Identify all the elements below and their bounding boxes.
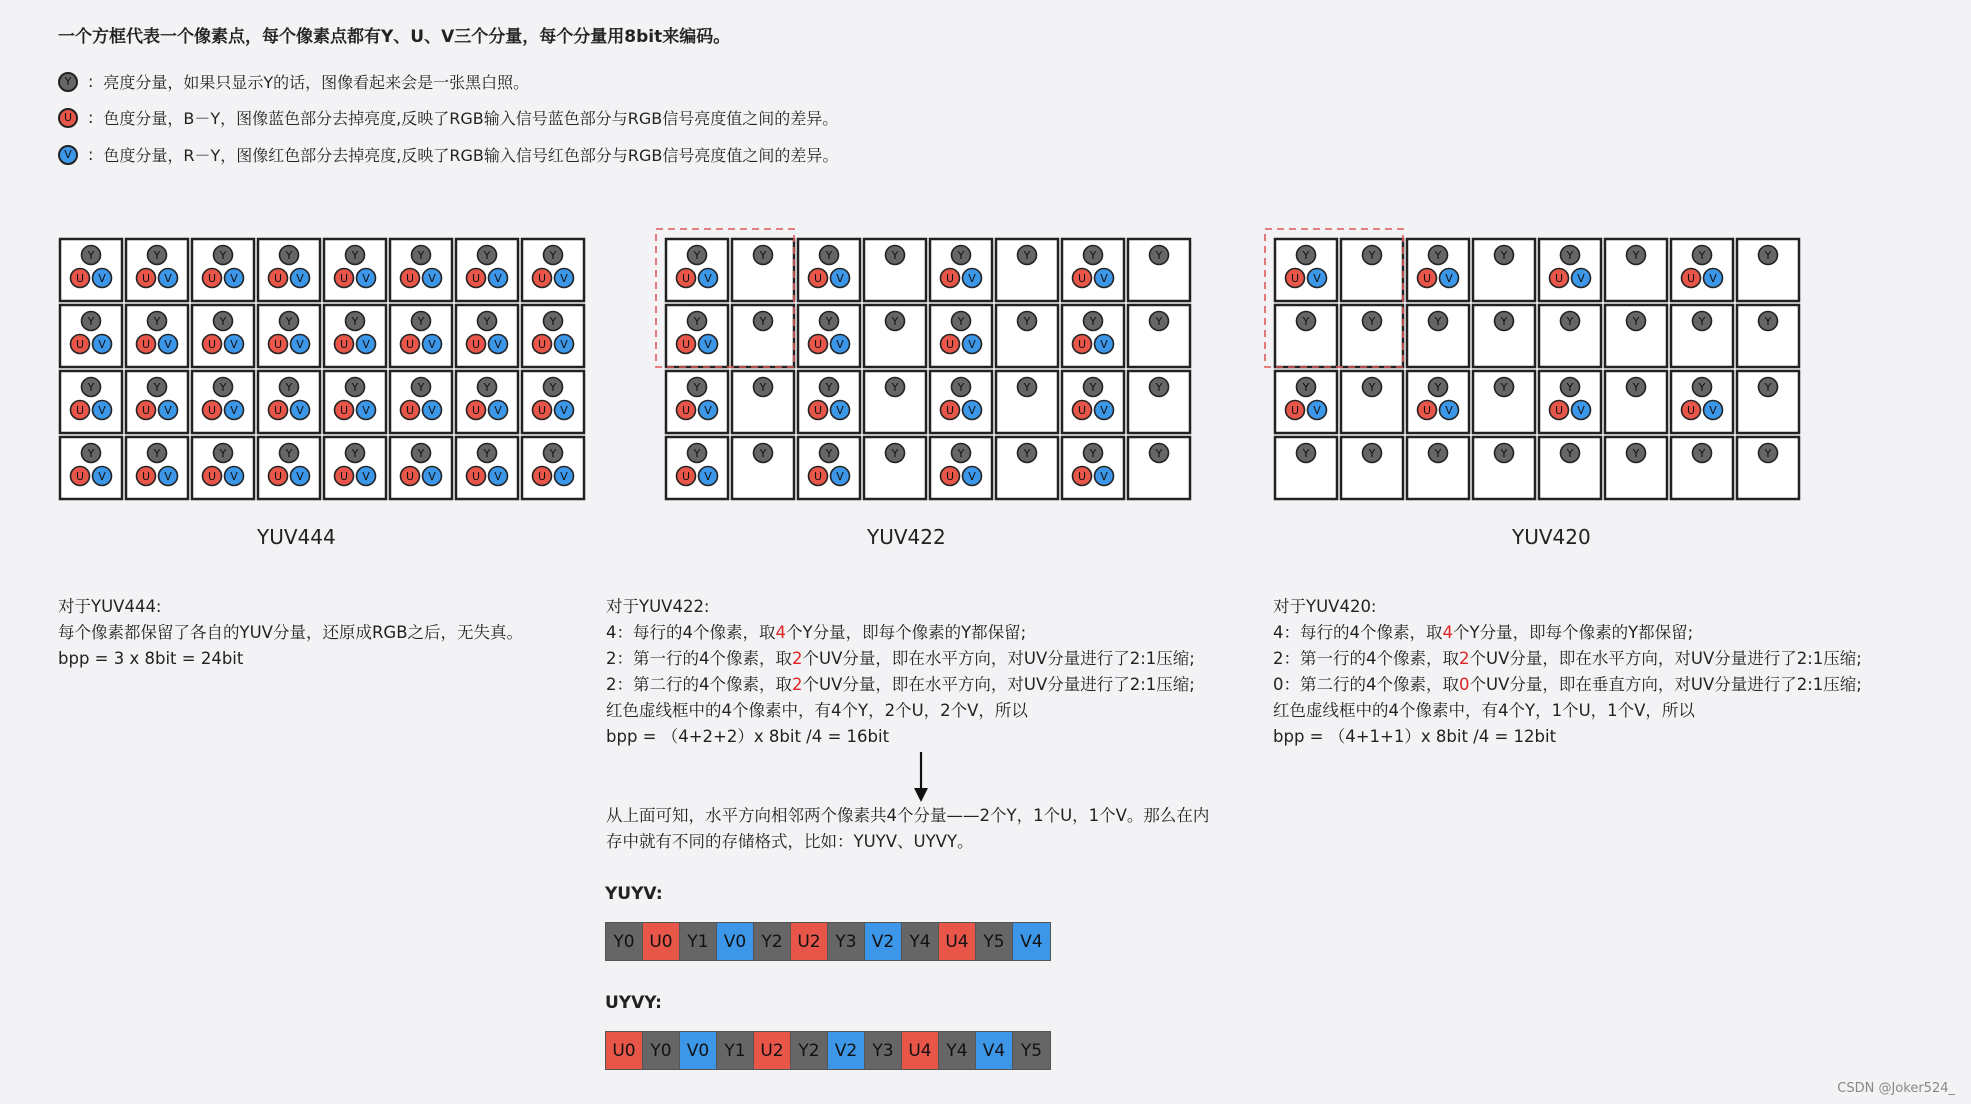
y-component-icon-label: Y bbox=[693, 381, 701, 394]
y-component-icon-label: Y bbox=[1089, 447, 1097, 460]
v-component-icon-label: V bbox=[560, 404, 568, 417]
v-component-icon-label: V bbox=[296, 404, 304, 417]
legend-u: U : 色度分量，B－Y，图像蓝色部分去掉亮度,反映了RGB输入信号蓝色部分与RGB信号亮度值之间的差异。 bbox=[58, 106, 838, 129]
y-component-icon-label: Y bbox=[693, 315, 701, 328]
v-component-icon-label: V bbox=[1445, 272, 1453, 285]
y-component-icon-label: Y bbox=[1698, 315, 1706, 328]
uyvy-label: UYVY: bbox=[605, 993, 662, 1013]
u-component-icon-label: U bbox=[471, 404, 481, 417]
v-component-icon-label: V bbox=[1100, 404, 1108, 417]
v-component-icon-label: V bbox=[1313, 404, 1321, 417]
y-component-icon-label: Y bbox=[1500, 315, 1508, 328]
y-component-icon-label: Y bbox=[1764, 447, 1772, 460]
v-component-icon-label: V bbox=[494, 272, 502, 285]
y-component-icon-label: Y bbox=[891, 447, 899, 460]
v-component-icon-label: V bbox=[704, 272, 712, 285]
y-component-icon-label: Y bbox=[1500, 381, 1508, 394]
v-component-icon-label: V bbox=[836, 338, 844, 351]
u-component-icon-label: U bbox=[405, 272, 415, 285]
memory-cell-v4: V4 bbox=[976, 1032, 1013, 1069]
v-component-icon-label: V bbox=[968, 404, 976, 417]
memory-cell-y2: Y2 bbox=[754, 923, 791, 960]
page-title: 一个方框代表一个像素点，每个像素点都有Y、U、V三个分量，每个分量用8bit来编码。 bbox=[58, 27, 731, 47]
y-component-icon-label: Y bbox=[1023, 315, 1031, 328]
y-component-icon-label: Y bbox=[1089, 249, 1097, 262]
y-component-icon-label: Y bbox=[153, 315, 161, 328]
desc-yuv422: 对于YUV422: 4：每行的4个像素，取4个Y分量，即每个像素的Y都保留; 2：第一行的4个像素，取2个UV分量，即在水平方向，对UV分量进行了2:1压缩; 2：第二行的4个像素，取2个UV分量，即在水平方向，对UV分量进行了2:1压缩; 红色虚线框中的4个像素中，有4个Y，2个U，2个V，所以 bpp = （4+2+2）x 8bit /4 = 16bit bbox=[606, 597, 1195, 746]
u-component-icon-label: U bbox=[141, 470, 151, 483]
v-component-icon-label: V bbox=[230, 404, 238, 417]
u-component-icon-label: U bbox=[537, 404, 547, 417]
y-component-icon-label: Y bbox=[891, 381, 899, 394]
y-component-icon-label: Y bbox=[351, 381, 359, 394]
y-component-icon-label: Y bbox=[759, 447, 767, 460]
memory-cell-u4: U4 bbox=[939, 923, 976, 960]
legend-y-text: 亮度分量，如果只显示Y的话，图像看起来会是一张黑白照。 bbox=[103, 73, 530, 92]
v-component-icon-label: V bbox=[164, 272, 172, 285]
u-component-icon-label: U bbox=[813, 404, 823, 417]
y-component-icon-label: Y bbox=[1698, 249, 1706, 262]
v-component-icon-label: V bbox=[968, 338, 976, 351]
v-component-icon-label: V bbox=[230, 272, 238, 285]
y-component-icon-label: Y bbox=[1632, 447, 1640, 460]
y-component-icon-label: Y bbox=[1155, 249, 1163, 262]
y-component-icon-label: Y bbox=[1434, 315, 1442, 328]
y-component-icon-label: Y bbox=[549, 381, 557, 394]
y-component-icon-label: Y bbox=[351, 249, 359, 262]
y-component-icon-label: Y bbox=[1698, 447, 1706, 460]
memory-cell-y3: Y3 bbox=[865, 1032, 902, 1069]
legend-u-text: 色度分量，B－Y，图像蓝色部分去掉亮度,反映了RGB输入信号蓝色部分与RGB信号亮度值之间的差异。 bbox=[103, 109, 839, 128]
v-component-icon-label: V bbox=[494, 338, 502, 351]
memory-cell-y5: Y5 bbox=[1013, 1032, 1050, 1069]
u-component-icon-label: U bbox=[339, 470, 349, 483]
legend-y: Y : 亮度分量，如果只显示Y的话，图像看起来会是一张黑白照。 bbox=[58, 70, 529, 93]
u-component-icon-label: U bbox=[1077, 272, 1087, 285]
y-component-icon-label: Y bbox=[1764, 381, 1772, 394]
memory-cell-v0: V0 bbox=[717, 923, 754, 960]
y-component-icon-label: Y bbox=[285, 381, 293, 394]
v-component-icon-label: V bbox=[428, 404, 436, 417]
u-component-icon-label: U bbox=[945, 404, 955, 417]
conclusion-text: 从上面可知，水平方向相邻两个像素共4个分量——2个Y，1个U，1个V。那么在内 存中就有不同的存储格式，比如：YUYV、UYVY。 bbox=[606, 806, 1210, 851]
u-component-icon-label: U bbox=[207, 338, 217, 351]
y-component-icon-label: Y bbox=[87, 249, 95, 262]
y-component-icon-label: Y bbox=[759, 381, 767, 394]
y-component-icon-label: Y bbox=[1434, 381, 1442, 394]
v-component-icon-label: V bbox=[362, 272, 370, 285]
v-component-icon-label: V bbox=[1445, 404, 1453, 417]
y-component-icon-label: Y bbox=[1023, 249, 1031, 262]
y-component-icon-label: Y bbox=[219, 381, 227, 394]
y-component-icon-label: Y bbox=[1566, 381, 1574, 394]
v-component-icon-label: V bbox=[836, 404, 844, 417]
v-component-icon-label: V bbox=[230, 470, 238, 483]
v-component-icon-label: V bbox=[164, 338, 172, 351]
u-component-icon-label: U bbox=[1290, 404, 1300, 417]
y-component-icon-label: Y bbox=[549, 447, 557, 460]
y-component-icon-label: Y bbox=[1155, 381, 1163, 394]
v-component-icon-label: V bbox=[560, 338, 568, 351]
y-component-icon-label: Y bbox=[219, 315, 227, 328]
y-component-icon-label: Y bbox=[87, 447, 95, 460]
u-component-icon-label: U bbox=[405, 470, 415, 483]
y-component-icon-label: Y bbox=[417, 447, 425, 460]
u-component-icon-label: U bbox=[273, 404, 283, 417]
u-component-icon-label: U bbox=[405, 338, 415, 351]
u-component-icon-label: U bbox=[1554, 272, 1564, 285]
u-component-icon-label: U bbox=[1686, 404, 1696, 417]
y-component-icon-label: Y bbox=[891, 249, 899, 262]
y-component-icon-label: Y bbox=[1500, 249, 1508, 262]
v-component-icon-label: V bbox=[1100, 338, 1108, 351]
u-component-icon-label: U bbox=[141, 272, 151, 285]
u-component-icon-label: U bbox=[75, 338, 85, 351]
y-component-icon-label: Y bbox=[1566, 447, 1574, 460]
u-component-icon-label: U bbox=[1290, 272, 1300, 285]
y-component-icon-label: Y bbox=[1368, 249, 1376, 262]
yuyv-label: YUYV: bbox=[605, 884, 663, 904]
u-component-icon-label: U bbox=[813, 272, 823, 285]
memory-cell-y2: Y2 bbox=[791, 1032, 828, 1069]
u-component-icon-label: U bbox=[405, 404, 415, 417]
u-component-icon-label: U bbox=[207, 470, 217, 483]
v-component-icon-label: V bbox=[164, 470, 172, 483]
legend-v-text: 色度分量，R－Y，图像红色部分去掉亮度,反映了RGB输入信号红色部分与RGB信号亮度值之间的差异。 bbox=[103, 146, 839, 165]
label-yuv444: YUV444 bbox=[257, 525, 336, 549]
y-component-icon-label: Y bbox=[1155, 447, 1163, 460]
u-component-icon-label: U bbox=[339, 338, 349, 351]
memory-cell-y4: Y4 bbox=[939, 1032, 976, 1069]
v-component-icon-label: V bbox=[362, 404, 370, 417]
u-component-icon-label: U bbox=[273, 470, 283, 483]
y-component-icon-label: Y bbox=[1302, 249, 1310, 262]
v-component-icon-label: V bbox=[296, 338, 304, 351]
v-component-icon-label: V bbox=[164, 404, 172, 417]
u-component-icon-label: U bbox=[75, 272, 85, 285]
y-component-icon: Y bbox=[58, 72, 78, 92]
memory-cell-u2: U2 bbox=[791, 923, 828, 960]
memory-cell-u0: U0 bbox=[606, 1032, 643, 1069]
u-component-icon-label: U bbox=[1422, 404, 1432, 417]
v-component-icon-label: V bbox=[362, 338, 370, 351]
u-component-icon-label: U bbox=[945, 470, 955, 483]
u-component-icon-label: U bbox=[75, 470, 85, 483]
u-component-icon-label: U bbox=[339, 272, 349, 285]
v-component-icon-label: V bbox=[98, 272, 106, 285]
u-component-icon-label: U bbox=[273, 272, 283, 285]
y-component-icon-label: Y bbox=[1632, 381, 1640, 394]
y-component-icon-label: Y bbox=[1500, 447, 1508, 460]
y-component-icon-label: Y bbox=[483, 381, 491, 394]
yuyv-strip bbox=[605, 922, 1051, 961]
v-component-icon-label: V bbox=[296, 272, 304, 285]
y-component-icon-label: Y bbox=[957, 249, 965, 262]
v-component-icon: V bbox=[58, 145, 78, 165]
y-component-icon-label: Y bbox=[1698, 381, 1706, 394]
y-component-icon-label: Y bbox=[891, 315, 899, 328]
y-component-icon-label: Y bbox=[1764, 315, 1772, 328]
y-component-icon-label: Y bbox=[285, 447, 293, 460]
y-component-icon-label: Y bbox=[483, 447, 491, 460]
v-component-icon-label: V bbox=[560, 470, 568, 483]
y-component-icon-label: Y bbox=[1023, 447, 1031, 460]
u-component-icon-label: U bbox=[681, 272, 691, 285]
y-component-icon-label: Y bbox=[1434, 249, 1442, 262]
v-component-icon-label: V bbox=[494, 470, 502, 483]
label-yuv422: YUV422 bbox=[867, 525, 946, 549]
label-yuv420: YUV420 bbox=[1512, 525, 1591, 549]
y-component-icon-label: Y bbox=[549, 315, 557, 328]
y-component-icon-label: Y bbox=[693, 447, 701, 460]
memory-cell-v2: V2 bbox=[828, 1032, 865, 1069]
y-component-icon-label: Y bbox=[153, 381, 161, 394]
v-component-icon-label: V bbox=[428, 470, 436, 483]
v-component-icon-label: V bbox=[560, 272, 568, 285]
u-component-icon-label: U bbox=[75, 404, 85, 417]
y-component-icon-label: Y bbox=[153, 447, 161, 460]
u-component-icon-label: U bbox=[813, 470, 823, 483]
y-component-icon-label: Y bbox=[957, 315, 965, 328]
u-component-icon-label: U bbox=[339, 404, 349, 417]
u-component-icon-label: U bbox=[207, 272, 217, 285]
y-component-icon-label: Y bbox=[219, 447, 227, 460]
v-component-icon-label: V bbox=[1709, 404, 1717, 417]
y-component-icon-label: Y bbox=[957, 447, 965, 460]
v-component-icon-label: V bbox=[704, 338, 712, 351]
u-component-icon: U bbox=[58, 108, 78, 128]
y-component-icon-label: Y bbox=[285, 249, 293, 262]
memory-cell-y0: Y0 bbox=[606, 923, 643, 960]
y-component-icon-label: Y bbox=[417, 381, 425, 394]
v-component-icon-label: V bbox=[1577, 272, 1585, 285]
u-component-icon-label: U bbox=[1554, 404, 1564, 417]
legend-v: V : 色度分量，R－Y，图像红色部分去掉亮度,反映了RGB输入信号红色部分与RGB信号亮度值之间的差异。 bbox=[58, 143, 838, 166]
v-component-icon-label: V bbox=[704, 470, 712, 483]
u-component-icon-label: U bbox=[471, 272, 481, 285]
memory-cell-v0: V0 bbox=[680, 1032, 717, 1069]
v-component-icon-label: V bbox=[428, 338, 436, 351]
u-component-icon-label: U bbox=[1422, 272, 1432, 285]
y-component-icon-label: Y bbox=[825, 249, 833, 262]
y-component-icon-label: Y bbox=[1434, 447, 1442, 460]
v-component-icon-label: V bbox=[968, 272, 976, 285]
u-component-icon-label: U bbox=[945, 272, 955, 285]
u-component-icon-label: U bbox=[813, 338, 823, 351]
v-component-icon-label: V bbox=[836, 470, 844, 483]
y-component-icon-label: Y bbox=[759, 249, 767, 262]
v-component-icon-label: V bbox=[704, 404, 712, 417]
y-component-icon-label: Y bbox=[1302, 381, 1310, 394]
v-component-icon-label: V bbox=[98, 470, 106, 483]
y-component-icon-label: Y bbox=[825, 315, 833, 328]
v-component-icon-label: V bbox=[1100, 470, 1108, 483]
y-component-icon-label: Y bbox=[1023, 381, 1031, 394]
y-component-icon-label: Y bbox=[1302, 315, 1310, 328]
y-component-icon-label: Y bbox=[351, 447, 359, 460]
u-component-icon-label: U bbox=[471, 338, 481, 351]
uyvy-strip bbox=[605, 1031, 1051, 1070]
memory-cell-y0: Y0 bbox=[643, 1032, 680, 1069]
v-component-icon-label: V bbox=[1313, 272, 1321, 285]
y-component-icon-label: Y bbox=[1632, 315, 1640, 328]
memory-cell-v4: V4 bbox=[1013, 923, 1050, 960]
u-component-icon-label: U bbox=[537, 338, 547, 351]
y-component-icon-label: Y bbox=[351, 315, 359, 328]
u-component-icon-label: U bbox=[681, 404, 691, 417]
u-component-icon-label: U bbox=[471, 470, 481, 483]
memory-cell-y5: Y5 bbox=[976, 923, 1013, 960]
u-component-icon-label: U bbox=[273, 338, 283, 351]
y-component-icon-label: Y bbox=[1089, 315, 1097, 328]
memory-cell-y4: Y4 bbox=[902, 923, 939, 960]
y-component-icon-label: Y bbox=[1764, 249, 1772, 262]
y-component-icon-label: Y bbox=[1302, 447, 1310, 460]
y-component-icon-label: Y bbox=[483, 249, 491, 262]
u-component-icon-label: U bbox=[1686, 272, 1696, 285]
y-component-icon-label: Y bbox=[87, 381, 95, 394]
u-component-icon-label: U bbox=[537, 470, 547, 483]
u-component-icon-label: U bbox=[537, 272, 547, 285]
desc-yuv444: 对于YUV444: 每个像素都保留了各自的YUV分量，还原成RGB之后，无失真。 bpp = 3 x 8bit = 24bit bbox=[58, 597, 524, 668]
memory-cell-y1: Y1 bbox=[680, 923, 717, 960]
v-component-icon-label: V bbox=[968, 470, 976, 483]
y-component-icon-label: Y bbox=[759, 315, 767, 328]
u-component-icon-label: U bbox=[1077, 338, 1087, 351]
u-component-icon-label: U bbox=[1077, 470, 1087, 483]
y-component-icon-label: Y bbox=[825, 447, 833, 460]
y-component-icon-label: Y bbox=[825, 381, 833, 394]
v-component-icon-label: V bbox=[1100, 272, 1108, 285]
v-component-icon-label: V bbox=[494, 404, 502, 417]
v-component-icon-label: V bbox=[362, 470, 370, 483]
u-component-icon-label: U bbox=[681, 338, 691, 351]
u-component-icon-label: U bbox=[1077, 404, 1087, 417]
v-component-icon-label: V bbox=[836, 272, 844, 285]
y-component-icon-label: Y bbox=[483, 315, 491, 328]
v-component-icon-label: V bbox=[230, 338, 238, 351]
y-component-icon-label: Y bbox=[87, 315, 95, 328]
y-component-icon-label: Y bbox=[153, 249, 161, 262]
memory-cell-u2: U2 bbox=[754, 1032, 791, 1069]
desc-yuv420: 对于YUV420: 4：每行的4个像素，取4个Y分量，即每个像素的Y都保留; 2：第一行的4个像素，取2个UV分量，即在水平方向，对UV分量进行了2:1压缩; 0：第二行的4个像素，取0个UV分量，即在垂直方向，对UV分量进行了2:1压缩; 红色虚线框中的4个像素中，有4个Y，1个U，1个V，所以 bpp = （4+1+1）x 8bit /4 = 12bit bbox=[1273, 597, 1862, 746]
down-arrow-head bbox=[914, 788, 928, 802]
y-component-icon-label: Y bbox=[417, 249, 425, 262]
v-component-icon-label: V bbox=[98, 404, 106, 417]
y-component-icon-label: Y bbox=[1566, 315, 1574, 328]
y-component-icon-label: Y bbox=[693, 249, 701, 262]
y-component-icon-label: Y bbox=[417, 315, 425, 328]
memory-cell-u4: U4 bbox=[902, 1032, 939, 1069]
y-component-icon-label: Y bbox=[1368, 315, 1376, 328]
u-component-icon-label: U bbox=[141, 338, 151, 351]
y-component-icon-label: Y bbox=[1155, 315, 1163, 328]
y-component-icon-label: Y bbox=[957, 381, 965, 394]
v-component-icon-label: V bbox=[296, 470, 304, 483]
u-component-icon-label: U bbox=[207, 404, 217, 417]
y-component-icon-label: Y bbox=[1089, 381, 1097, 394]
memory-cell-u0: U0 bbox=[643, 923, 680, 960]
y-component-icon-label: Y bbox=[549, 249, 557, 262]
u-component-icon-label: U bbox=[945, 338, 955, 351]
y-component-icon-label: Y bbox=[1632, 249, 1640, 262]
u-component-icon-label: U bbox=[141, 404, 151, 417]
memory-cell-v2: V2 bbox=[865, 923, 902, 960]
y-component-icon-label: Y bbox=[219, 249, 227, 262]
v-component-icon-label: V bbox=[98, 338, 106, 351]
v-component-icon-label: V bbox=[428, 272, 436, 285]
memory-cell-y1: Y1 bbox=[717, 1032, 754, 1069]
y-component-icon-label: Y bbox=[285, 315, 293, 328]
watermark: CSDN @Joker524_ bbox=[1837, 1081, 1955, 1096]
y-component-icon-label: Y bbox=[1368, 447, 1376, 460]
y-component-icon-label: Y bbox=[1368, 381, 1376, 394]
u-component-icon-label: U bbox=[681, 470, 691, 483]
v-component-icon-label: V bbox=[1577, 404, 1585, 417]
y-component-icon-label: Y bbox=[1566, 249, 1574, 262]
v-component-icon-label: V bbox=[1709, 272, 1717, 285]
memory-cell-y3: Y3 bbox=[828, 923, 865, 960]
